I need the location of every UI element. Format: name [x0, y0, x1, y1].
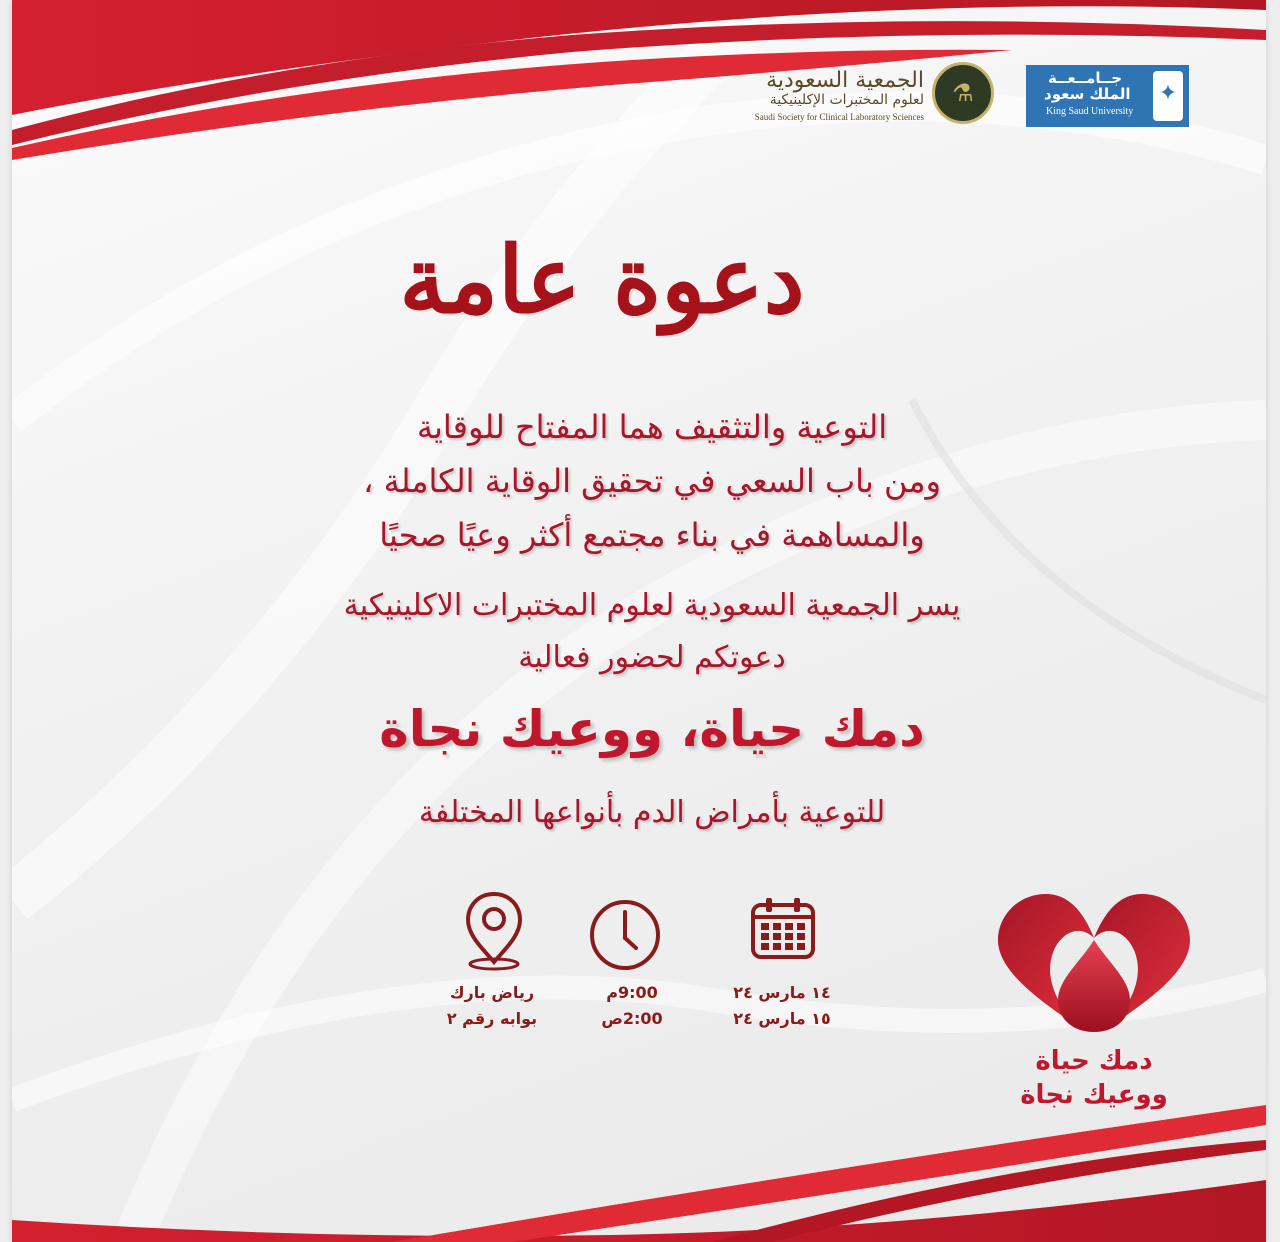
date-line-1: ١٤ مارس ٢٤ — [733, 983, 831, 1002]
calendar-icon — [750, 895, 816, 961]
intro-line-3: والمساهمة في بناء مجتمع أكثر وعيًا صحيًا — [379, 516, 925, 554]
invitation-card — [12, 0, 1266, 1242]
event-name: دمك حياة، ووعيك نجاة — [379, 700, 925, 758]
page-title: دعوة عامة — [399, 226, 805, 334]
invite-line-1: يسر الجمعية السعودية لعلوم المختبرات الاكلينيكية — [343, 588, 961, 623]
heart-drops-icon — [996, 888, 1192, 1036]
ksu-logo-en: King Saud University — [1046, 106, 1134, 117]
king-saud-university-logo — [1026, 65, 1189, 127]
date-line-2: ١٥ مارس ٢٤ — [733, 1009, 831, 1028]
microscope-emblem-icon: ⚗ — [932, 62, 994, 124]
sscls-logo-ar-line2: لعلوم المختبرات الإكلينيكية — [769, 92, 924, 108]
location-line-1: رياض بارك — [449, 983, 535, 1002]
ksu-logo-ar-line1: جــامــعــة — [1048, 69, 1123, 87]
sscls-logo-en: Saudi Society for Clinical Laboratory Sciences — [754, 112, 924, 122]
invite-line-2: دعوتكم لحضور فعالية — [518, 640, 786, 675]
time-line-1: 9:00م — [606, 983, 658, 1002]
sscls-logo — [718, 62, 998, 128]
brand-line-1: دمك حياة — [1035, 1046, 1153, 1076]
brand-line-2: ووعيك نجاة — [1020, 1080, 1168, 1110]
clock-icon — [588, 898, 662, 972]
sscls-logo-ar-line1: الجمعية السعودية — [766, 68, 924, 93]
ksu-logo-ar-line2: الملك سعود — [1044, 85, 1131, 103]
event-subtitle: للتوعية بأمراض الدم بأنواعها المختلفة — [418, 795, 886, 830]
location-line-2: بوابه رقم ٢ — [446, 1009, 538, 1028]
time-line-2: 2:00ص — [601, 1009, 663, 1028]
intro-line-1: التوعية والتثقيف هما المفتاح للوقاية — [416, 408, 888, 446]
intro-line-2: ومن باب السعي في تحقيق الوقاية الكاملة ، — [363, 462, 941, 500]
location-pin-icon — [462, 890, 526, 972]
palm-emblem-icon: ✦ — [1153, 71, 1183, 121]
